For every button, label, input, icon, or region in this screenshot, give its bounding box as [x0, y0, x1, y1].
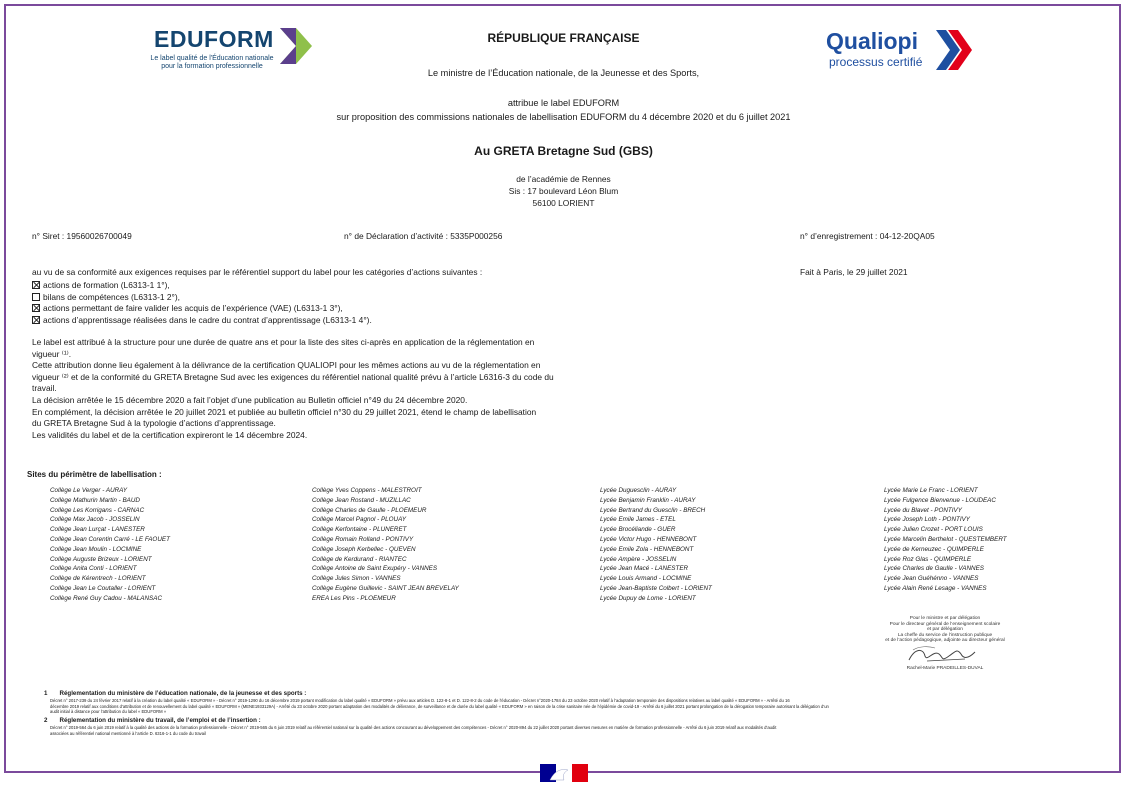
eduform-tagline-line2: pour la formation professionnelle [161, 63, 263, 70]
site-item: Lycée Fulgence Bienvenue - LOUDEAC [884, 496, 996, 504]
signature-line: La cheffe du service de l’instruction publique [897, 632, 993, 638]
republique-francaise-title: RÉPUBLIQUE FRANÇAISE [487, 31, 640, 45]
action-label: actions permettant de faire valider les acquis de l’expérience (VAE) (L6313-1 3°), [43, 303, 343, 314]
paragraph-line: du GRETA Bretagne Sud à la typologie d’actions d’apprentissage. [32, 418, 276, 429]
action-label: actions de formation (L6313-1 1°), [43, 280, 170, 290]
site-item: Collège Mathurin Martin - BAUD [50, 496, 140, 504]
site-item: Lycée Jean Guéhénno - VANNES [884, 575, 979, 583]
site-item: Lycée Jean Macé - LANESTER [600, 565, 689, 573]
site-item: Lycée Ampère - JOSSELIN [600, 555, 677, 563]
actions-list [32, 280, 372, 326]
action-item [32, 280, 372, 292]
action-item [32, 315, 372, 327]
site-item: Lycée de Kerneuzec - QUIMPERLE [884, 545, 984, 553]
site-item: Collège Yves Coppens - MALESTROIT [312, 487, 422, 494]
unchecked-box-icon [32, 293, 40, 301]
site-item: Collège Les Korrigans - CARNAC [50, 506, 145, 514]
site-item: Lycée Joseph Loth - PONTIVY [884, 516, 970, 524]
site-item: Collège Jules Simon - VANNES [312, 575, 401, 583]
site-item: Lycée Louis Armand - LOCMINE [600, 575, 692, 583]
organisation-city: 56100 LORIENT [532, 198, 595, 208]
organisation-address: Sis : 17 boulevard Léon Blum [508, 186, 619, 196]
signature-block [860, 616, 1030, 672]
paragraph-line: La décision arrêtée le 15 décembre 2020 a fait l’objet d’une publication au Bulletin officiel n°49 du 24 décembre 2020. [32, 394, 468, 405]
footnotes [44, 690, 1104, 736]
qualiopi-logo-tagline: processus certifié [829, 55, 923, 69]
footnote-1-text: décembre 2019 relatif aux conditions d’attribution et de renouvellement du label qualité « EDUFORM » (MENE1933129A) - Arrêté du 23 octobre 2020 portant adaptation des modalités de délivrance, de surveillance et de durée du label qualité « EDUFORM » en raison de la crise sanitaire née de l’épidémie de covid-19 - Arrêté du 6 juillet 2021 portant prolongation de la dérogation temporaire autorisant la délégation d’un [50, 703, 829, 709]
sites-column-4 [884, 486, 1007, 594]
qualiopi-logo [826, 28, 976, 72]
handwritten-signature-icon [905, 644, 985, 666]
paragraph-line: Le label est attribué à la structure pour une durée de quatre ans et pour la liste des sites ci-après en application de la réglementation en [32, 337, 535, 347]
site-item: Collège Jean Lurçat - LANESTER [50, 526, 145, 534]
signature-line: et par délégation [927, 627, 963, 633]
footnote-2-text: Décret n° 2019-564 du 6 juin 2019 relatif à la qualité des actions de la formation professionnelle - Décret n° 2019-565 du 6 juin 2019 relatif au référentiel national sur la qualité des actions concourant au développement des compétences - Décret n° 2020-894 du 22 juillet 2020 portant diverses mesures en matière de formation professionnelle - Arrêté du 6 juin 2019 relatif aux modalités d’audit [50, 725, 777, 731]
site-item: Collège Marcel Pagnol - PLOUAY [312, 516, 407, 524]
paragraph-line: En complément, la décision arrêtée le 20 juillet 2021 et publiée au bulletin officiel n°30 du 29 juillet 2021, étend le champ de labellisation [32, 406, 537, 417]
action-item [32, 292, 372, 304]
site-item: Lycée Charles de Gaulle - VANNES [884, 565, 984, 573]
registration-number: n° d’enregistrement : 04-12-20QA05 [800, 231, 935, 241]
site-item: Lycée Dupuy de Lome - LORIENT [600, 594, 696, 602]
site-item: Lycée Marie Le Franc - LORIENT [884, 487, 978, 494]
organisation-academy: de l’académie de Rennes [516, 174, 611, 184]
site-item: Lycée Roz Glas - QUIMPERLE [884, 555, 972, 563]
footnote-1-title: Réglementation du ministère de l’éducation nationale, de la jeunesse et des sports : [59, 690, 307, 697]
checked-box-icon [32, 281, 40, 289]
site-item: Collège Jean Le Coutaller - LORIENT [50, 584, 156, 592]
intro-line3: sur proposition des commissions nationales de labellisation EDUFORM du 4 décembre 2020 et du 6 juillet 2021 [336, 112, 791, 122]
site-item: Collège Eugène Guillevic - SAINT JEAN BREVELAY [312, 584, 459, 592]
site-item: Collège Romain Rolland - PONTIVY [312, 535, 414, 543]
site-item: Lycée du Blavet - PONTIVY [884, 506, 962, 514]
signature-line: et de l’action pédagogique, adjointe au directeur général [885, 638, 1005, 644]
site-item: Collège Jean Corentin Carré - LE FAOUET [50, 535, 170, 543]
checked-box-icon [32, 304, 40, 312]
signatory-name: Rachel-Marie PRADEILLES-DUVAL [906, 665, 984, 671]
paragraph-line: vigueur ⁽²⁾ et de la conformité du GRETA Bretagne Sud avec les exigences du référentiel national qualité prévu à l’article L6316-3 du code du [32, 371, 554, 382]
paragraph-line: Les validités du label et de la certification expireront le 14 décembre 2024. [32, 429, 308, 440]
site-item: Collège de Kérentrech - LORIENT [50, 575, 146, 583]
siret-number: n° Siret : 19560026700049 [32, 231, 132, 241]
site-item: Lycée Alain René Lesage - VANNES [884, 584, 987, 592]
site-item: Lycée Julien Crozet - PORT LOUIS [884, 526, 983, 534]
site-item: Lycée Emile Zola - HENNEBONT [600, 545, 694, 553]
site-item: Collège Max Jacob - JOSSELIN [50, 516, 140, 524]
site-item: Lycée Emile James - ETEL [600, 516, 676, 524]
sites-column-3 [600, 486, 712, 604]
footnote-1-text: Décret n° 2017-239 du 24 février 2017 relatif à la création du label qualité « EDUFORM » - Décret n° 2019-1290 du 16 décembre 2019 portant modification du label qualité « EDUFORM » prévu aux articles D. 122-8-1 et D. 122-8-2 du code de l’éducation - Décret n°2020-1784 du 23 octobre 2020 relatif à l’adaptation temporaire des dispositions relatives au label qualité « EDUFORM » - Arrêté du 16 [50, 698, 790, 704]
footnote-2-number: 2 [44, 716, 48, 724]
sites-column-2 [312, 486, 459, 604]
action-label: bilans de compétences (L6313-1 2°), [43, 291, 180, 302]
site-item: Lycée Duguesclin - AURAY [600, 487, 677, 494]
site-item: Lycée Victor Hugo - HENNEBONT [600, 535, 697, 543]
site-item: Collège René Guy Cadou - MALANSAC [50, 594, 162, 602]
site-item: Lycée Brocéliande - GUER [600, 526, 676, 534]
signature-line: Pour le directeur général de l’enseignement scolaire [889, 621, 1001, 627]
label-paragraphs [32, 337, 612, 441]
site-item: Collège Auguste Brizeux - LORIENT [50, 555, 152, 563]
site-item: EREA Les Pins - PLOEMEUR [312, 594, 396, 602]
signature-line: Pour le ministre et par délégation [909, 616, 981, 621]
organisation-name: Au GRETA Bretagne Sud (GBS) [474, 144, 653, 158]
site-item: Lycée Jean-Baptiste Colbert - LORIENT [600, 584, 712, 592]
eduform-logo-name: EDUFORM [154, 26, 274, 52]
action-item [32, 303, 372, 315]
site-item: Collège Jean Moulin - LOCMINE [50, 545, 142, 553]
signed-at: Fait à Paris, le 29 juillet 2021 [800, 267, 908, 277]
intro-line2: attribue le label EDUFORM [507, 98, 620, 108]
site-item: Collège Kerfontaine - PLUNERET [312, 526, 407, 534]
checked-box-icon [32, 316, 40, 324]
paragraph-line: Cette attribution donne lieu également à la délivrance de la certification QUALIOPI pour les mêmes actions au vu de la réglementation en [32, 360, 541, 371]
eduform-tagline-line1: Le label qualité de l'Éducation nationale [150, 55, 274, 62]
action-label: actions d’apprentissage réalisées dans le cadre du contrat d’apprentissage (L6313-1 4°). [43, 314, 372, 325]
paragraph-line: travail. [32, 383, 57, 394]
footnote-2-heading [44, 717, 1104, 725]
paragraph-line: vigueur ⁽¹⁾. [32, 348, 72, 359]
site-item: Collège de Kerdurand - RIANTEC [312, 555, 407, 563]
footnote-2-title: Réglementation du ministère du travail, de l’emploi et de l’insertion : [59, 716, 261, 724]
site-item: Collège Charles de Gaulle - PLOEMEUR [312, 506, 427, 514]
footnote-2-text: associées au référentiel national mentionné à l’article D. 6316-1-1 du code du travail [50, 730, 206, 736]
sites-title: Sites du périmètre de labellisation : [27, 470, 162, 479]
qualiopi-chevron-icon [936, 30, 972, 70]
declaration-number: n° de Déclaration d’activité : 5335P000256 [344, 231, 503, 241]
site-item: Collège Le Verger - AURAY [50, 487, 128, 494]
footnote-1-number: 1 [44, 690, 48, 697]
qualiopi-logo-name: Qualiopi [826, 28, 918, 54]
site-item: Collège Anita Conti - LORIENT [50, 565, 137, 573]
sites-column-1 [50, 486, 170, 604]
footnote-1-heading [44, 690, 1104, 698]
site-item: Lycée Marcelin Berthelot - QUESTEMBERT [884, 535, 1007, 543]
site-item: Collège Jean Rostand - MUZILLAC [312, 496, 411, 504]
site-item: Collège Antoine de Saint Exupéry - VANNES [312, 565, 438, 573]
site-item: Lycée Benjamin Franklin - AURAY [600, 496, 696, 504]
footnote-1-text: audit initial à distance pour l’attribution du label « EDUFORM » [50, 709, 167, 715]
site-item: Lycée Bertrand du Guesclin - BRECH [600, 506, 706, 514]
intro-line1: Le ministre de l’Éducation nationale, de la Jeunesse et des Sports, [427, 68, 700, 78]
conformity-intro: au vu de sa conformité aux exigences requises par le référentiel support du label pour les catégories d’actions suivantes : [32, 267, 483, 277]
site-item: Collège Joseph Kerbellec - QUEVEN [312, 545, 416, 553]
marianne-flag-icon [540, 764, 588, 782]
